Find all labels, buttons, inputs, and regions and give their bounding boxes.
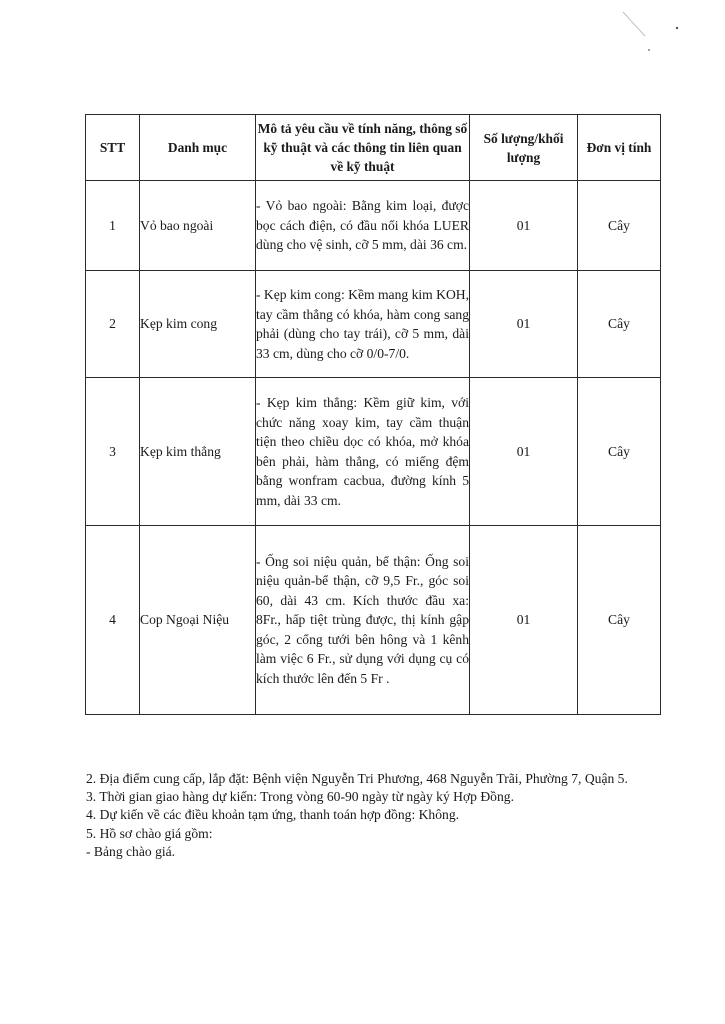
note-delivery-time: 3. Thời gian giao hàng dự kiến: Trong vòng 60-90 ngày từ ngày ký Hợp Đồng. bbox=[86, 789, 514, 805]
note-quotation-dossier: 5. Hồ sơ chào giá gồm: bbox=[86, 825, 213, 841]
header-stt: STT bbox=[86, 115, 140, 181]
table-row bbox=[86, 181, 661, 271]
header-quantity: Số lượng/khối lượng bbox=[470, 115, 578, 181]
table-row bbox=[86, 378, 661, 526]
row-description: - Kẹp kim cong: Kềm mang kim KOH, tay cầm thẳng có khóa, hàm cong sang phải (dùng cho tay trái), cỡ 5 mm, dài 33 cm, dùng cho cỡ 0/0-7/0. bbox=[256, 271, 470, 378]
scan-artifact-mark bbox=[615, 8, 685, 58]
header-description: Mô tả yêu cầu về tính năng, thông số kỹ thuật và các thông tin liên quan về kỹ thuật bbox=[256, 115, 470, 181]
table-row bbox=[86, 271, 661, 378]
row-category: Cop Ngoại Niệu bbox=[140, 526, 256, 715]
note-quotation-item: - Bảng chào giá. bbox=[86, 843, 176, 859]
header-category: Danh mục bbox=[140, 115, 256, 181]
note-payment-terms: 4. Dự kiến về các điều khoản tạm ứng, thanh toán hợp đồng: Không. bbox=[86, 807, 460, 823]
table-row bbox=[86, 526, 661, 715]
specification-table bbox=[85, 114, 661, 715]
note-delivery-location: 2. Địa điểm cung cấp, lắp đặt: Bệnh viện Nguyễn Tri Phương, 468 Nguyễn Trãi, Phường 7, Quận 5. bbox=[86, 771, 628, 786]
row-quantity: 01 bbox=[470, 271, 578, 378]
row-quantity: 01 bbox=[470, 181, 578, 271]
notes-section bbox=[86, 770, 656, 861]
row-quantity: 01 bbox=[470, 526, 578, 715]
row-stt: 4 bbox=[86, 526, 140, 715]
row-quantity: 01 bbox=[470, 378, 578, 526]
row-unit: Cây bbox=[578, 378, 661, 526]
row-description: - Kẹp kim thẳng: Kềm giữ kim, với chức năng xoay kim, tay cầm thuận tiện theo chiều dọc có khóa, mở khóa bên phải, hàm thẳng, có miếng đệm bằng wonfram cacbua, đường kính 5 mm, dài 33 cm. bbox=[256, 378, 470, 526]
row-unit: Cây bbox=[578, 181, 661, 271]
row-description: - Vỏ bao ngoài: Bằng kim loại, được bọc cách điện, có đầu nối khóa LUER dùng cho vệ sinh, cỡ 5 mm, dài 36 cm. bbox=[256, 181, 470, 271]
row-stt: 1 bbox=[86, 181, 140, 271]
row-unit: Cây bbox=[578, 271, 661, 378]
table-header-row bbox=[86, 115, 661, 181]
row-category: Kẹp kim cong bbox=[140, 271, 256, 378]
header-unit: Đơn vị tính bbox=[578, 115, 661, 181]
row-stt: 2 bbox=[86, 271, 140, 378]
row-category: Vỏ bao ngoài bbox=[140, 181, 256, 271]
row-category: Kẹp kim thẳng bbox=[140, 378, 256, 526]
row-description: - Ống soi niệu quản, bể thận: Ống soi niệu quản-bể thận, cỡ 9,5 Fr., góc soi 60, dài 43 cm. Kích thước đầu xa: 8Fr., hấp tiệt trùng được, thị kính gập góc, 2 cổng tưới bên hông và 1 kênh làm việc 6 Fr., sử dụng với dụng cụ có kích thước lên đến 5 Fr . bbox=[256, 526, 470, 715]
row-stt: 3 bbox=[86, 378, 140, 526]
row-unit: Cây bbox=[578, 526, 661, 715]
